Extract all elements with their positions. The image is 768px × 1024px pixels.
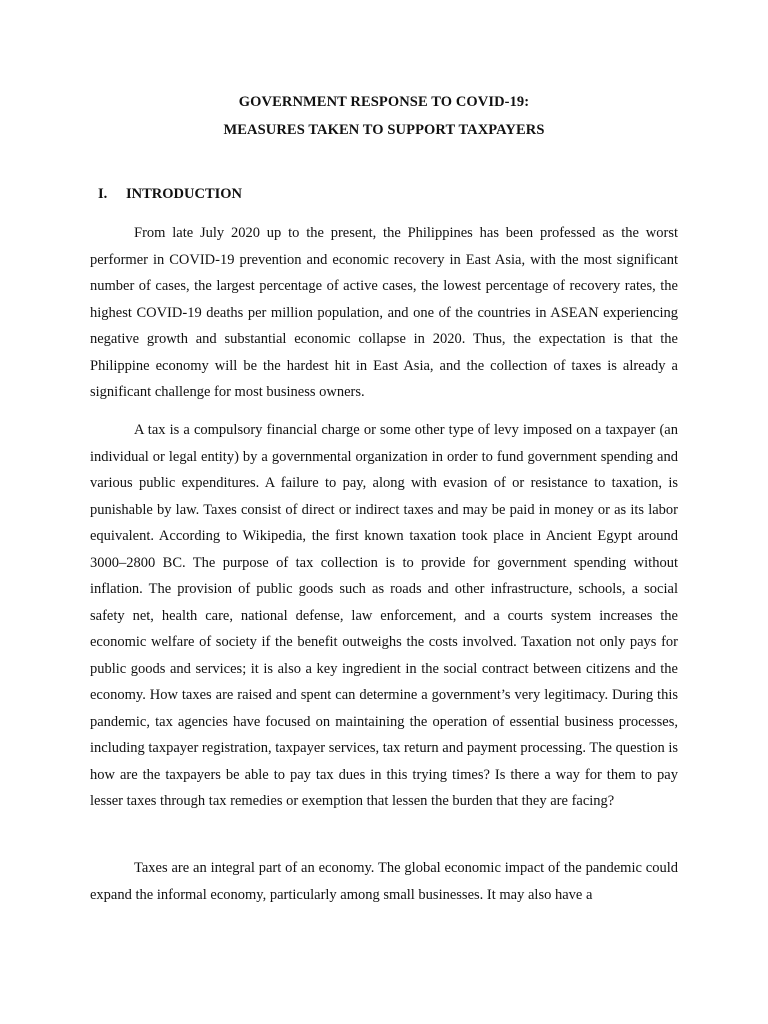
section-heading xyxy=(98,186,242,203)
section-number: I. xyxy=(98,186,108,202)
section-title: INTRODUCTION xyxy=(126,186,243,202)
paragraph-1: From late July 2020 up to the present, the Philippines has been professed as the worst performer in COVID-19 prevention and economic recovery in East Asia, with the most significant number of cases, the largest percentage of active cases, the lowest percentage of recovery rates, the highest COVID-19 deaths per million population, and one of the countries in ASEAN experiencing negative growth and substantial economic collapse in 2020. Thus, the expectation is that the Philippine economy will be the hardest hit in East Asia, and the collection of taxes is already a significant challenge for most business owners. xyxy=(90,225,678,400)
document-title-line-1: GOVERNMENT RESPONSE TO COVID-19: xyxy=(238,94,530,110)
document-title-line-2: MEASURES TAKEN TO SUPPORT TAXPAYERS xyxy=(223,122,545,138)
paragraph-2: A tax is a compulsory financial charge or some other type of levy imposed on a taxpayer (an individual or legal entity) by a governmental organization in order to fund government spending and various public expenditures. A failure to pay, along with evasion of or resistance to taxation, is punishable by law. Taxes consist of direct or indirect taxes and may be paid in money or as its labor equivalent. According to Wikipedia, the first known taxation took place in Ancient Egypt around 3000–2800 BC. The purpose of tax collection is to provide for government spending without inflation. The provision of public goods such as roads and other infrastructure, schools, a social safety net, health care, national defense, law enforcement, and a courts system increases the economic welfare of society if the benefit outweighs the costs involved. Taxation not only pays for public goods and services; it is also a key ingredient in the social contract between citizens and the economy. How taxes are raised and spent can determine a government’s very legitimacy. During this pandemic, tax agencies have focused on maintaining the operation of essential business processes, including taxpayer registration, taxpayer services, tax return and payment processing. The question is how are the taxpayers be able to pay tax dues in this trying times? Is there a way for them to pay lesser taxes through tax remedies or exemption that lessen the burden that they are facing? xyxy=(90,422,679,809)
paragraph-3: Taxes are an integral part of an economy. The global economic impact of the pandemic could expand the informal economy, particularly among small businesses. It may also have a xyxy=(90,860,678,903)
